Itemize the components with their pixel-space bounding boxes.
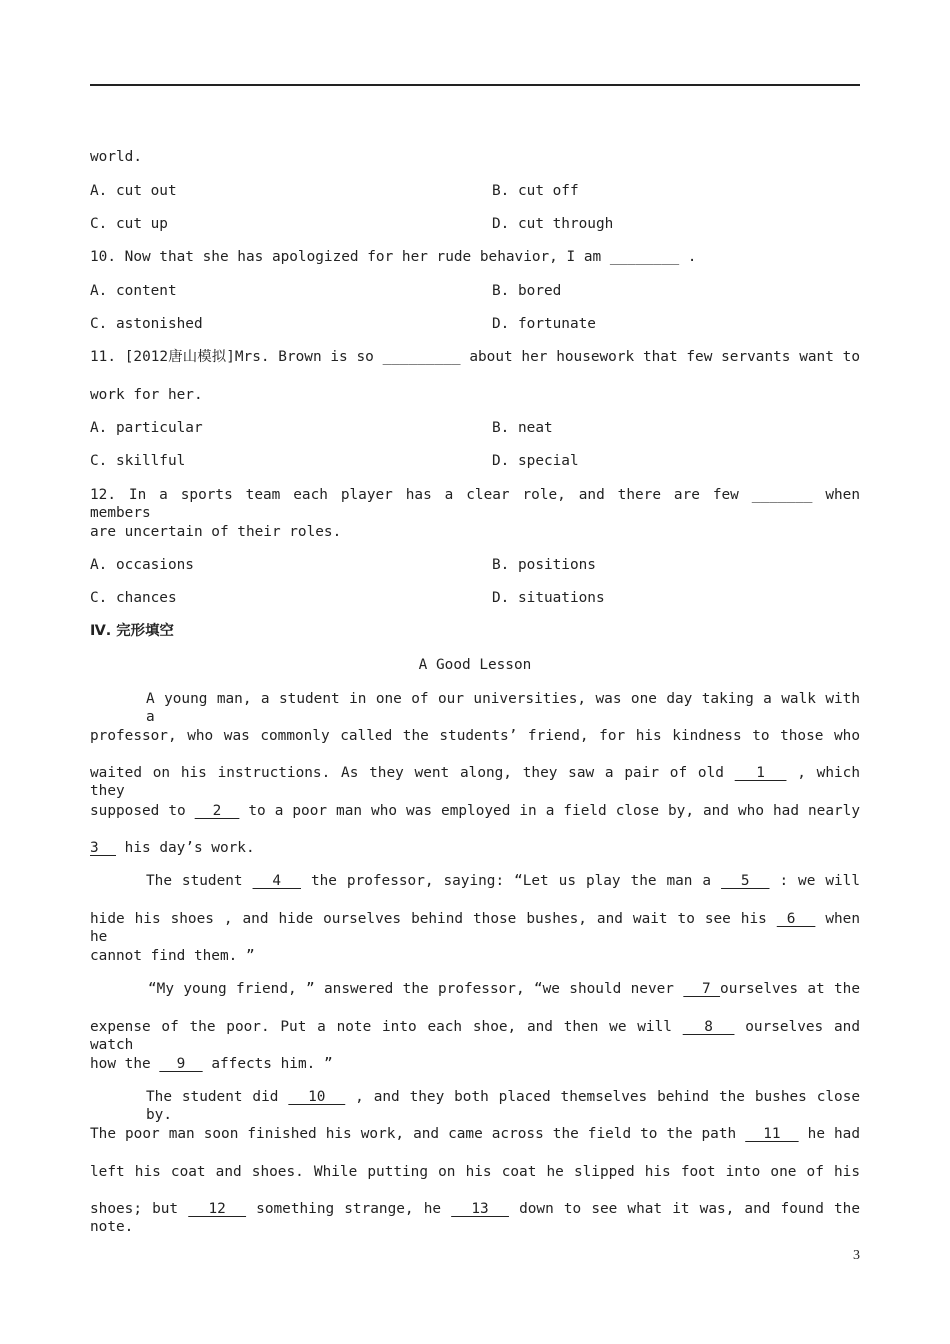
q11-option-c: C. skillful [90,453,186,469]
q11-option-a: A. particular [90,420,203,436]
blank-4: 4 [252,873,301,889]
p4-line3: left his coat and shoes. While putting on his coat he slipped his foot into one of his [90,1164,860,1180]
q9-option-c: C. cut up [90,216,168,232]
p4-line4-text-a: shoes; but [90,1201,179,1217]
p4-line4 [90,1200,860,1236]
blank-3: 3 [90,840,116,856]
p2-line1-text-a: The student [146,873,243,889]
q10-option-d: D. fortunate [492,316,596,332]
blank-1: 1 [734,765,787,781]
p2-line2 [90,910,860,946]
p2-line2-text-a: hide his shoes , and hide ourselves behind those bushes, and wait to see his [90,911,767,927]
q9-option-b: B. cut off [492,183,579,199]
p3-line2-text-b: ourselves and watch [90,1019,860,1053]
p1-line3-text-a: waited on his instructions. As they went along, they saw a pair of old [90,765,724,781]
p3-line1-text-a: “My young friend, ” answered the professor, “we should never [148,981,674,997]
blank-6: 6 [776,911,816,927]
p2-line3: cannot find them. ” [90,948,255,964]
q10-option-b: B. bored [492,283,562,299]
q11-option-b: B. neat [492,420,553,436]
p4-line2-text-b: he had [807,1126,860,1142]
q11-stem-line2: work for her. [90,387,203,403]
p2-line1-text-c: : we will [779,873,860,889]
p1-line4 [90,802,860,820]
q12-option-d: D. situations [492,590,605,606]
p3-line3-text-a: how the [90,1056,151,1072]
q12-stem-line2: are uncertain of their roles. [90,524,342,540]
q10-option-c: C. astonished [90,316,203,332]
blank-13: 13 [451,1201,509,1217]
p3-line3 [90,1055,860,1073]
q12-option-a: A. occasions [90,557,194,573]
header-rule [90,84,860,86]
p2-line1-text-b: the professor, saying: “Let us play the man a [310,873,712,889]
blank-9: 9 [159,1056,203,1072]
blank-11: 11 [745,1126,799,1142]
q12-option-b: B. positions [492,557,596,573]
p3-line1-text-b: ourselves at the [720,981,861,997]
p3-line3-text-b: affects him. ” [211,1056,333,1072]
p4-line4-text-b: something strange, he [256,1201,442,1217]
p1-line5-text: his day’s work. [124,840,255,856]
blank-8: 8 [682,1019,735,1035]
p1-line1: A young man, a student in one of our universities, was one day taking a walk with a [146,691,860,725]
q12-stem-line1: 12. In a sports team each player has a clear role, and there are few _______ when members [90,487,860,521]
q9-option-a: A. cut out [90,183,177,199]
p1-line5 [90,839,860,857]
blank-12: 12 [188,1201,247,1217]
p1-line3-text-b: , which they [90,765,860,799]
blank-7: 7 [683,981,721,997]
q11-option-d: D. special [492,453,579,469]
p4-line1-text-b: , and they both placed themselves behind the bushes close by. [146,1089,861,1123]
blank-5: 5 [721,873,770,889]
p4-line1 [146,1088,860,1124]
p4-line4-text-c: down to see what it was, and found the note. [90,1201,860,1235]
p1-line4-text-b: to a poor man who was employed in a field close by, and who had nearly [248,803,860,819]
q12-option-c: C. chances [90,590,177,606]
p3-line2 [90,1018,860,1054]
q9-stem-end: world. [90,149,142,165]
passage-title: A Good Lesson [418,657,532,673]
blank-2: 2 [194,803,240,819]
p2-line2-text-b: when he [90,911,861,945]
p4-line2 [90,1125,860,1143]
q10-option-a: A. content [90,283,177,299]
page-number: 3 [853,1248,860,1263]
q11-stem-line1: 11. [2012唐山模拟]Mrs. Brown is so _________ about her housework that few servants want to [90,349,860,365]
p4-line2-text-a: The poor man soon finished his work, and came across the field to the path [90,1126,737,1142]
p3-line1 [148,980,860,998]
blank-10: 10 [288,1089,346,1105]
p1-line3 [90,764,860,800]
section-heading: Ⅳ. 完形填空 [90,623,174,639]
p4-line1-text-a: The student did [146,1089,279,1105]
q10-stem: 10. Now that she has apologized for her rude behavior, I am ________ . [90,249,697,265]
q9-option-d: D. cut through [492,216,614,232]
p1-line2: professor, who was commonly called the students’ friend, for his kindness to those who [90,728,860,744]
p2-line1 [146,872,860,890]
p3-line2-text-a: expense of the poor. Put a note into each shoe, and then we will [90,1019,672,1035]
p1-line4-text-a: supposed to [90,803,186,819]
